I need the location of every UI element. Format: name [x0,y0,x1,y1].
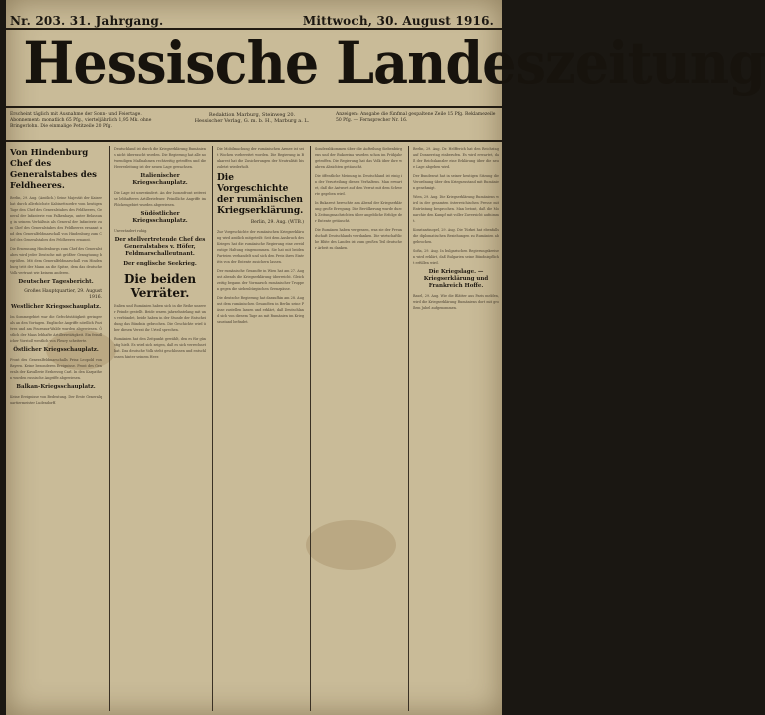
paragraph: Wien, 29. Aug. Die Kriegserklärung Rumäniens wird in der gesamten österreichischen Presse mit Entrüstung besprochen. Man betont, daß die Monarchie den Kampf mit voller Zuversicht aufnimmt. [413,195,499,223]
column-2 [109,146,210,711]
section-heading: Balkan-Kriegsschauplatz. [16,384,96,390]
article-columns [6,146,502,711]
paragraph: Die deutsche Regierung hat daraufhin am 28. August dem rumänischen Gesandten in Berlin seine Pässe zustellen lassen und erklärt, daß Deutschland sich von diesem Tage an mit Rumänien im Kriegszustand befindet. [217,296,304,324]
column-1 [6,146,106,711]
paragraph: Keine Ereignisse von Bedeutung. Der Erste Generalquartiermeister Ludendorff. [10,395,102,405]
headline: Die Vorgeschichte der rumänischen Kriegserklärung. [217,173,304,216]
paragraph: Sonderabkommen über die Aufteilung Siebenbürgens und der Bukowina wurden schon im Frühjahr getroffen. Die Regierung hat das Volk über ihre wahren Absichten getäuscht. [315,147,402,169]
masthead-bottom-rule [6,106,502,108]
paragraph: Die Lage ist unverändert. An der Isonzofront zeitweise lebhafteres Artilleriefeuer. Feindliche Angriffe im Plöckengebiet wurden abgewiesen. [114,191,206,207]
paragraph: Rumänien hat den Zeitpunkt gewählt, den es für günstig hielt. Es wird sich zeigen, daß es sich verrechnet hat. Das deutsche Volk steht geschlossen und entschlossen hinter seinem Heer. [114,337,206,359]
paragraph: Unverändert ruhig. [114,229,148,233]
newspaper-page [6,0,765,715]
paragraph: Der Bundesrat hat in seiner heutigen Sitzung die Verordnung über den Kriegszustand mit Rumänien genehmigt. [413,174,499,190]
editorial-address: Redaktion Marburg, Steinweg 20. [208,112,296,118]
dateline: Großes Hauptquartier, 29. August 1916. [24,289,102,300]
issue-number: Nr. 203. 31. Jahrgang. [10,14,164,28]
section-heading: Südöstlicher Kriegsschauplatz. [132,211,188,224]
subscription-info: Erscheint täglich mit Ausnahme der Sonn- und Feiertage. Abonnement: monatlich 65 Pfg., vierteljährlich 1,95 Mk. ohne Bringerlohn. Die einmalige Petitzeile 20 Pfg. [10,112,152,129]
publisher-info [178,112,326,124]
paragraph: Deutschland ist durch die Kriegserklärung Rumäniens nicht überrascht worden. Die Regierung hat alle notwendigen Maßnahmen rechtzeitig getroffen und die Heeresleitung ist der neuen Lage gewachsen. [114,147,206,169]
paragraph: Die Rumänen haben vergessen, was sie der Freundschaft Deutschlands verdanken. Die wirtschaftliche Blüte des Landes ist zum großen Teil deutscher Arbeit zu danken. [315,228,402,250]
paragraph: Basel, 29. Aug. Wie die Blätter aus Paris melden, wird die Kriegserklärung Rumäniens dort mit großem Jubel aufgenommen. [413,294,499,310]
header-rule [6,140,502,142]
section-heading: Westlicher Kriegsschauplatz. [11,304,101,310]
issue-date: Mittwoch, 30. August 1916. [302,14,494,28]
paragraph: Berlin, 29. Aug. Dr. Helfferich hat den Reichstag auf Donnerstag einberufen. Es wird erwartet, daß der Reichskanzler eine Erklärung über die neue Lage abgeben wird. [413,147,499,169]
column-4 [310,146,406,711]
paragraph: Italien und Rumänien haben sich in die Reihe unserer Feinde gestellt. Beide waren jahrzehntelang mit uns verbündet, beide haben in der Stunde der Entscheidung das Bündnis gebrochen. Die Geschichte wird über diesen Verrat ihr Urteil sprechen. [114,304,206,332]
section-heading: Östlicher Kriegsschauplatz. [13,347,99,353]
advertising-info: Anzeigen: Ansgabe die fünfmal gespaltene Zeile 15 Pfg. Reklamezeile 50 Pfg. — Fernsprecher Nr. 16. [336,112,496,123]
paragraph: Der rumänische Gesandte in Wien hat am 27. August abends die Kriegserklärung überreicht. Gleichzeitig begann der Vormarsch rumänischer Truppen gegen die siebenbürgischen Grenzpässe. [217,269,304,291]
paragraph: Die Ernennung Hindenburgs zum Chef des Generalstabes wird jeder Deutsche mit größter Genugtuung begrüßen. Mit dem Generalfeldmarschall von Hindenburg tritt der Mann an die Spitze, dem das deutsche Volk vertraut wie keinem anderen. [10,247,102,275]
paragraph: Die Mobilmachung der rumänischen Armee ist seit Wochen vorbereitet worden. Die Regierung in Bukarest hat die Zusicherungen der Neutralität bis zuletzt wiederholt. [217,147,304,169]
article-headline: Die beiden Verräter. [123,272,197,300]
paragraph: Konstantinopel, 29. Aug. Die Türkei hat ebenfalls die diplomatischen Beziehungen zu Rumänien abgebrochen. [413,228,499,244]
dateline: Berlin, 29. Aug. (WTB.) [250,220,304,225]
section-heading: Die Kriegslage. — Kriegserklärung und Frankreich Hoffe. [423,269,489,289]
section-heading: Der englische Seekrieg. [123,261,197,267]
paragraph: In Bukarest herrschte am Abend der Kriegserklärung große Erregung. Die Bevölkerung wurde durch Zeitungsnachrichten über angebliche Erfolge der Entente getäuscht. [315,201,402,223]
paragraph: Im Sommegebiet war die Gefechtstätigkeit geringer als an den Vortagen. Englische Angriffe nördlich Pozières und am Foureaux-Walde wurden abgewiesen. Östlich der Maas lebhafte Artillerietätigkeit. Ein feindlicher Vorstoß westlich von Fleury scheiterte. [10,315,102,343]
paragraph: Front des Generalfeldmarschalls Prinz Leopold von Bayern. Keine besonderen Ereignisse. Front des Generals der Kavallerie Erzherzog Carl. In den Karpathen wurden russische Angriffe abgewiesen. [10,358,102,380]
masthead-title: Hessische Landeszeitung [23,29,765,97]
column-3 [212,146,308,711]
headline: Von Hindenburg Chef des Generalstabes des Feldheeres. [10,148,97,191]
section-heading: Italienischer Kriegsschauplatz. [132,173,188,186]
paragraph: Sofia, 29. Aug. In bulgarischen Regierungskreisen wird erklärt, daß Bulgarien seine Bündnispflicht erfüllen wird. [413,249,499,265]
paragraph: Zur Vorgeschichte der rumänischen Kriegserklärung wird amtlich mitgeteilt: Seit dem Ausbruch des Krieges hat die rumänische Regierung eine zweideutige Haltung eingenommen. Sie hat mit beiden Parteien verhandelt und sich den Preis ihres Eintritts von der Entente zusichern lassen. [217,230,304,264]
column-5 [408,146,503,711]
paragraph: Berlin, 29. Aug. (Amtlich.) Seine Majestät der Kaiser hat durch allerhöchste Kabinettsordre vom heutigen Tage den Chef des Generalstabes des Feldheeres, General der Infanterie von Falkenhayn, unter Belassung in seinem Verhältnis als General der Infanterie zum Chef des Generalstabes des Feldheeres ernannt und den Generalfeldmarschall von Hindenburg zum Chef des Generalstabes des Feldheeres ernannt. [10,196,102,242]
paragraph: Die öffentliche Meinung in Deutschland ist einig in der Verurteilung dieses Verhaltens. Man erwartet, daß die Antwort auf den Verrat mit dem Schwerte gegeben wird. [315,174,402,196]
signature-line: Der stellvertretende Chef des Generalstabes v. Höfer, Feldmarschalleutnant. [114,237,206,257]
section-heading: Deutscher Tagesbericht. [18,279,94,285]
publisher-address: Hessischer Verlag, G. m. b. H., Marburg a. L. [194,118,310,124]
